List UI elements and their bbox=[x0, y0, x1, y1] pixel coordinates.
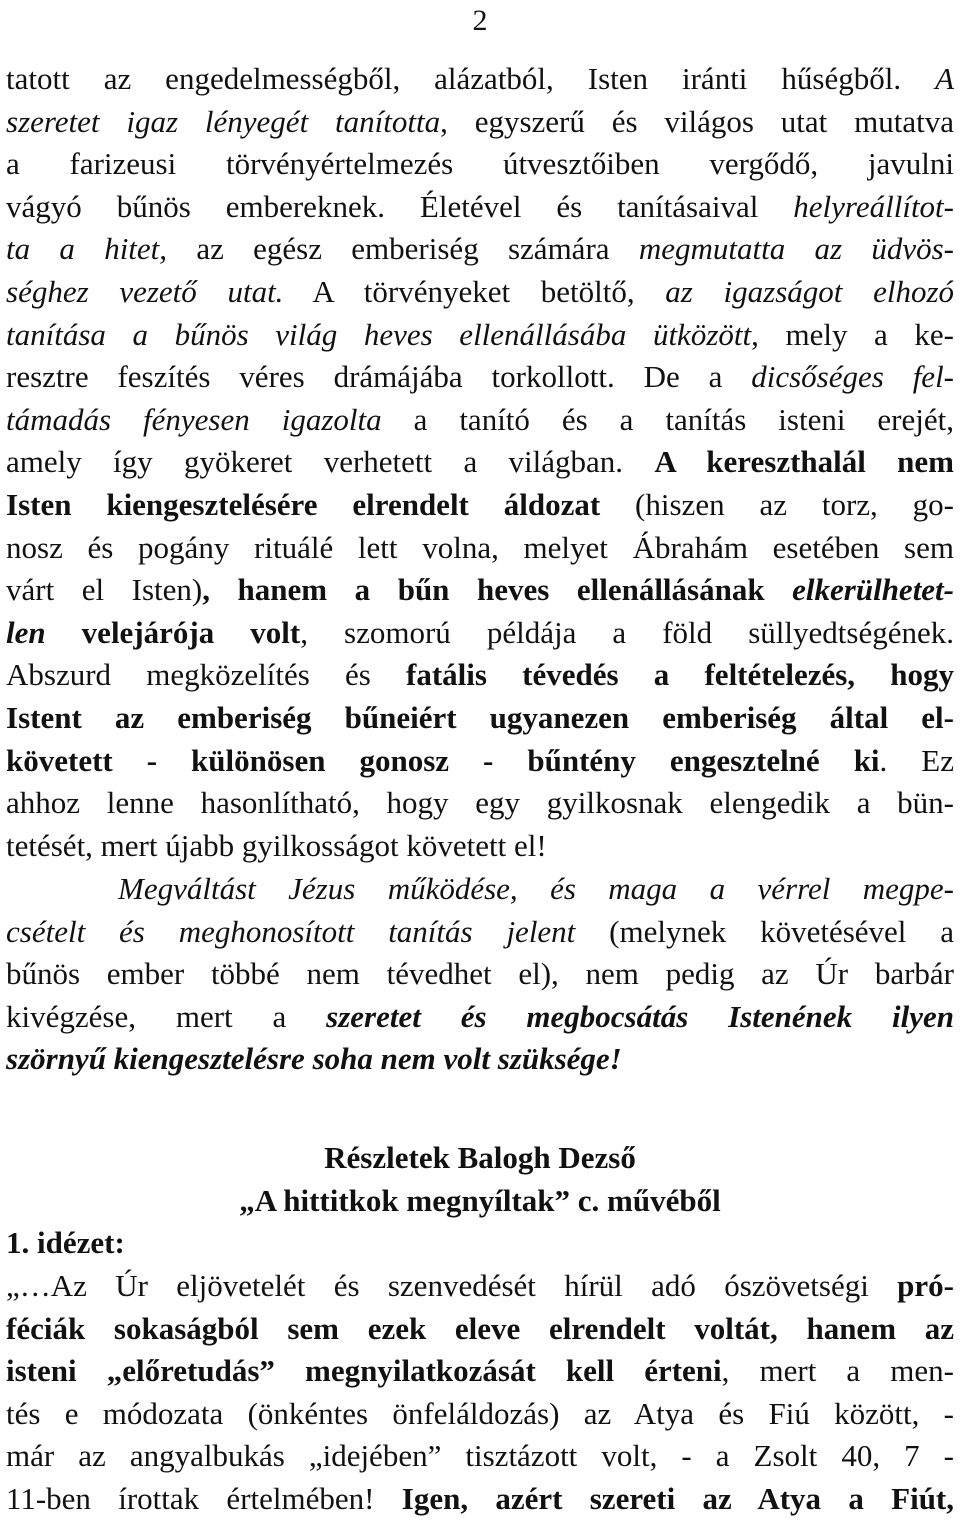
text-run: isteni „előretudás” megnyilatkozását kell érteni bbox=[6, 1353, 722, 1389]
text-run: megmutatta az üdvös- bbox=[638, 231, 954, 267]
text-run: resztre feszítés véres drámájába torkollott. De a bbox=[6, 359, 752, 395]
para3-line bbox=[6, 1350, 954, 1393]
text-run: vágyó bűnös embereknek. Életével és tanításaival bbox=[6, 188, 794, 224]
text-run: a tanító és a tanítás isteni erejét, bbox=[381, 401, 954, 437]
text-run: , hanem a bűn heves ellenállásának bbox=[202, 572, 793, 608]
text-run: dicsőséges fel- bbox=[751, 359, 954, 395]
text-run: velejárója volt bbox=[45, 614, 301, 650]
heading-line-2: „A hittitkok megnyíltak” c. művéből bbox=[239, 1182, 721, 1218]
para1-line bbox=[6, 527, 954, 570]
quote-label: 1. idézet: bbox=[6, 1225, 125, 1261]
para1-line bbox=[6, 399, 954, 442]
text-run: pró- bbox=[897, 1268, 954, 1303]
para2-line bbox=[6, 868, 954, 911]
para1-line bbox=[6, 484, 954, 527]
para1-line bbox=[6, 782, 954, 825]
text-run: len bbox=[6, 614, 46, 650]
text-run: A bbox=[935, 61, 954, 96]
para3-line bbox=[6, 1308, 954, 1351]
text-run: Megváltást Jézus működése, és maga a vérrel megpe- bbox=[118, 871, 954, 906]
text-run: az egész emberiség számára bbox=[167, 231, 639, 267]
text-run: ta a hitet, bbox=[6, 231, 168, 267]
para3-line bbox=[6, 1478, 954, 1521]
para1-line bbox=[6, 271, 954, 314]
text-run: csételt és meghonosított tanítás jelent bbox=[6, 913, 576, 949]
text-run: , szomorú példája a föld süllyedtségének. bbox=[300, 614, 954, 650]
para3-line bbox=[6, 1393, 954, 1436]
para1-line bbox=[6, 143, 954, 186]
para3-line bbox=[6, 1265, 954, 1308]
text-run: bűnös ember többé nem tévedhet el), nem pedig az Úr barbár bbox=[6, 956, 954, 992]
para1-line bbox=[6, 825, 954, 868]
para1-line bbox=[6, 569, 954, 612]
para1-line bbox=[6, 441, 954, 484]
text-run: várt el Isten) bbox=[6, 572, 203, 608]
para1-line bbox=[6, 612, 954, 655]
text-run: már az angyalbukás „idejében” tisztázott volt, - a Zsolt 40, 7 - bbox=[6, 1438, 954, 1474]
text-run: fatális tévedés a feltételezés, hogy bbox=[406, 657, 954, 693]
text-run: (melynek követésével a bbox=[575, 913, 954, 949]
para1-line bbox=[6, 654, 954, 697]
page-number: 2 bbox=[472, 4, 488, 37]
text-run: A törvényeket betöltő, bbox=[283, 273, 666, 309]
text-run: ahhoz lenne hasonlítható, hogy egy gyilkosnak elengedik a bün- bbox=[6, 785, 954, 821]
para1-line bbox=[6, 228, 954, 271]
para3-line bbox=[6, 1435, 954, 1478]
text-run: tetését, mert újabb gyilkosságot követett el! bbox=[6, 827, 547, 863]
text-run: tatott bbox=[6, 61, 70, 96]
text-run: kivégzése, mert a bbox=[6, 998, 327, 1034]
text-run: A kereszthalál nem bbox=[654, 444, 954, 480]
text-run: „…Az Úr eljövetelét és szenvedését hírül adó ószövetségi bbox=[6, 1268, 898, 1303]
para2-line bbox=[6, 953, 954, 996]
heading bbox=[6, 1137, 954, 1265]
text-run: Isten kiengesztelésére elrendelt áldozat bbox=[6, 486, 601, 522]
text-run: amely így gyökeret verhetett a világban. bbox=[6, 444, 655, 480]
text-run: séghez vezető utat. bbox=[6, 273, 284, 309]
text-run: 11-ben írottak értelmében! bbox=[6, 1480, 402, 1516]
text-run: , egyszerű és világos utat mutatva bbox=[440, 103, 954, 139]
text-run: támadás fényesen igazolta bbox=[6, 401, 382, 437]
text-run: féciák sokaságból sem ezek eleve elrendelt voltát, hanem az bbox=[6, 1310, 954, 1346]
text-run: az engedelmességből, alázatból, Isten iránti hűségből. bbox=[69, 61, 936, 96]
text-run: a farizeusi törvényértelmezés útvesztőiben vergődő, javulni bbox=[6, 146, 954, 182]
para2-line bbox=[6, 1038, 954, 1081]
text-run: , mert a men- bbox=[721, 1353, 954, 1389]
text-run: az igazságot elhozó bbox=[665, 273, 954, 309]
text-run: (hiszen az torz, go- bbox=[600, 486, 954, 522]
paragraph-2 bbox=[6, 868, 954, 1081]
text-run: szörnyű kiengesztelésre soha nem volt szüksége! bbox=[6, 1041, 622, 1077]
text-run: követett - különösen gonosz - bűntény engesztelné ki bbox=[6, 742, 880, 778]
text-run: , mely a ke- bbox=[751, 316, 954, 352]
text-run: tanítása a bűnös világ heves ellenállásába ütközött bbox=[6, 316, 752, 352]
text-run: elkerülhetet- bbox=[792, 572, 954, 608]
paragraph-1 bbox=[6, 58, 954, 867]
text-run: Igen, azért szereti az Atya a Fiút, bbox=[401, 1480, 954, 1516]
text-run: Istent az emberiség bűneiért ugyanezen emberiség által el- bbox=[6, 699, 954, 735]
para1-line bbox=[6, 356, 954, 399]
para1-line bbox=[6, 740, 954, 783]
text-run: Abszurd megközelítés és bbox=[6, 657, 407, 693]
text-run: . Ez bbox=[879, 742, 954, 778]
paragraph-3 bbox=[6, 1265, 954, 1521]
para1-line bbox=[6, 58, 954, 101]
para1-line bbox=[6, 314, 954, 357]
para1-line bbox=[6, 697, 954, 740]
text-run: szeretet igaz lényegét tanította bbox=[6, 103, 441, 139]
para2-line bbox=[6, 911, 954, 954]
text-run: helyreállítot- bbox=[793, 188, 954, 224]
text-run: tés e módozata (önkéntes önfeláldozás) az Atya és Fiú között, - bbox=[6, 1395, 954, 1431]
para2-line bbox=[6, 996, 954, 1039]
para1-line bbox=[6, 101, 954, 144]
text-run: szeretet és megbocsátás Istenének ilyen bbox=[326, 998, 954, 1034]
text-run: nosz és pogány rituálé lett volna, melyet Ábrahám esetében sem bbox=[6, 529, 954, 565]
heading-line-1: Részletek Balogh Dezső bbox=[324, 1140, 636, 1175]
para1-line bbox=[6, 186, 954, 229]
